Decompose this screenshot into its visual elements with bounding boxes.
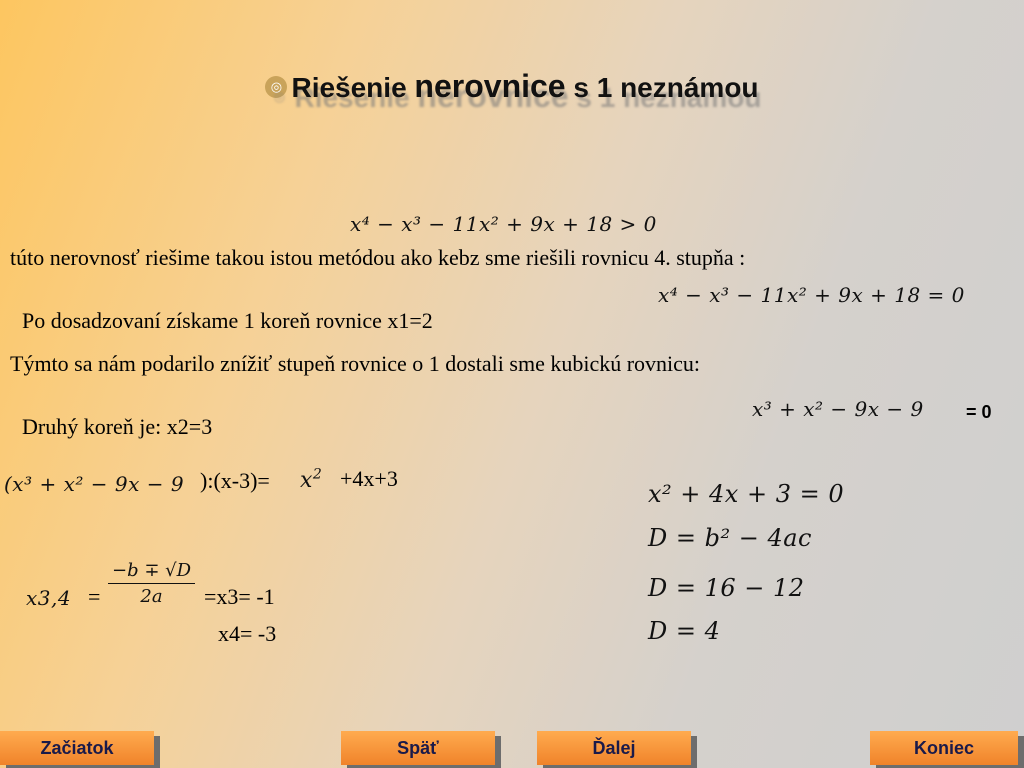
division-x-squared: $x^2$	[300, 466, 323, 493]
title-part3: s 1 neznámou	[565, 72, 759, 103]
quartic-equation-formula: x⁴ − x³ − 11x² + 9x + 18 = 0	[658, 283, 965, 307]
discriminant-formula: D = b² − 4ac	[648, 524, 812, 552]
end-button[interactable]: Koniec	[870, 731, 1018, 765]
slide-title	[0, 68, 1024, 105]
cubic-equals-zero: = 0	[966, 402, 992, 422]
second-root-line: Druhý koreň je: x2=3	[22, 414, 213, 439]
reduced-degree-line: Týmto sa nám podarilo znížiť stupeň rovnice o 1 dostali sme kubickú rovnicu:	[10, 351, 701, 376]
x3-value: =x3= -1	[204, 584, 275, 609]
x4-value: x4= -3	[218, 621, 277, 646]
discriminant-calc: D = 16 − 12	[648, 574, 805, 602]
division-mid: ):(x-3)=	[200, 468, 270, 493]
circle-logo-icon: ◎	[265, 76, 287, 98]
start-button[interactable]: Začiatok	[0, 731, 154, 765]
roots-fraction	[108, 560, 195, 607]
quadratic-formula: x² + 4x + 3 = 0	[648, 480, 845, 508]
title-part1: Riešenie	[291, 72, 415, 103]
division-rest: +4x+3	[340, 466, 398, 491]
back-button[interactable]: Späť	[341, 731, 495, 765]
fraction-numerator: −b ∓ √D	[108, 560, 195, 584]
cubic-formula: x³ + x² − 9x − 9	[752, 397, 924, 421]
inequality-formula: x⁴ − x³ − 11x² + 9x + 18 > 0	[350, 212, 657, 236]
method-line: túto nerovnosť riešime takou istou metódou ako kebz sme riešili rovnicu 4. stupňa :	[10, 245, 746, 270]
first-root-line: Po dosadzovaní získame 1 koreň rovnice x1=2	[22, 308, 433, 333]
fraction-denominator: 2a	[140, 586, 163, 607]
discriminant-value: D = 4	[648, 617, 721, 645]
roots-label: x3,4	[26, 586, 72, 610]
roots-equals: =	[88, 584, 101, 609]
division-lhs-formula: (x³ + x² − 9x − 9	[4, 472, 185, 496]
title-part2: nerovnice	[414, 68, 566, 104]
next-button[interactable]: Ďalej	[537, 731, 691, 765]
